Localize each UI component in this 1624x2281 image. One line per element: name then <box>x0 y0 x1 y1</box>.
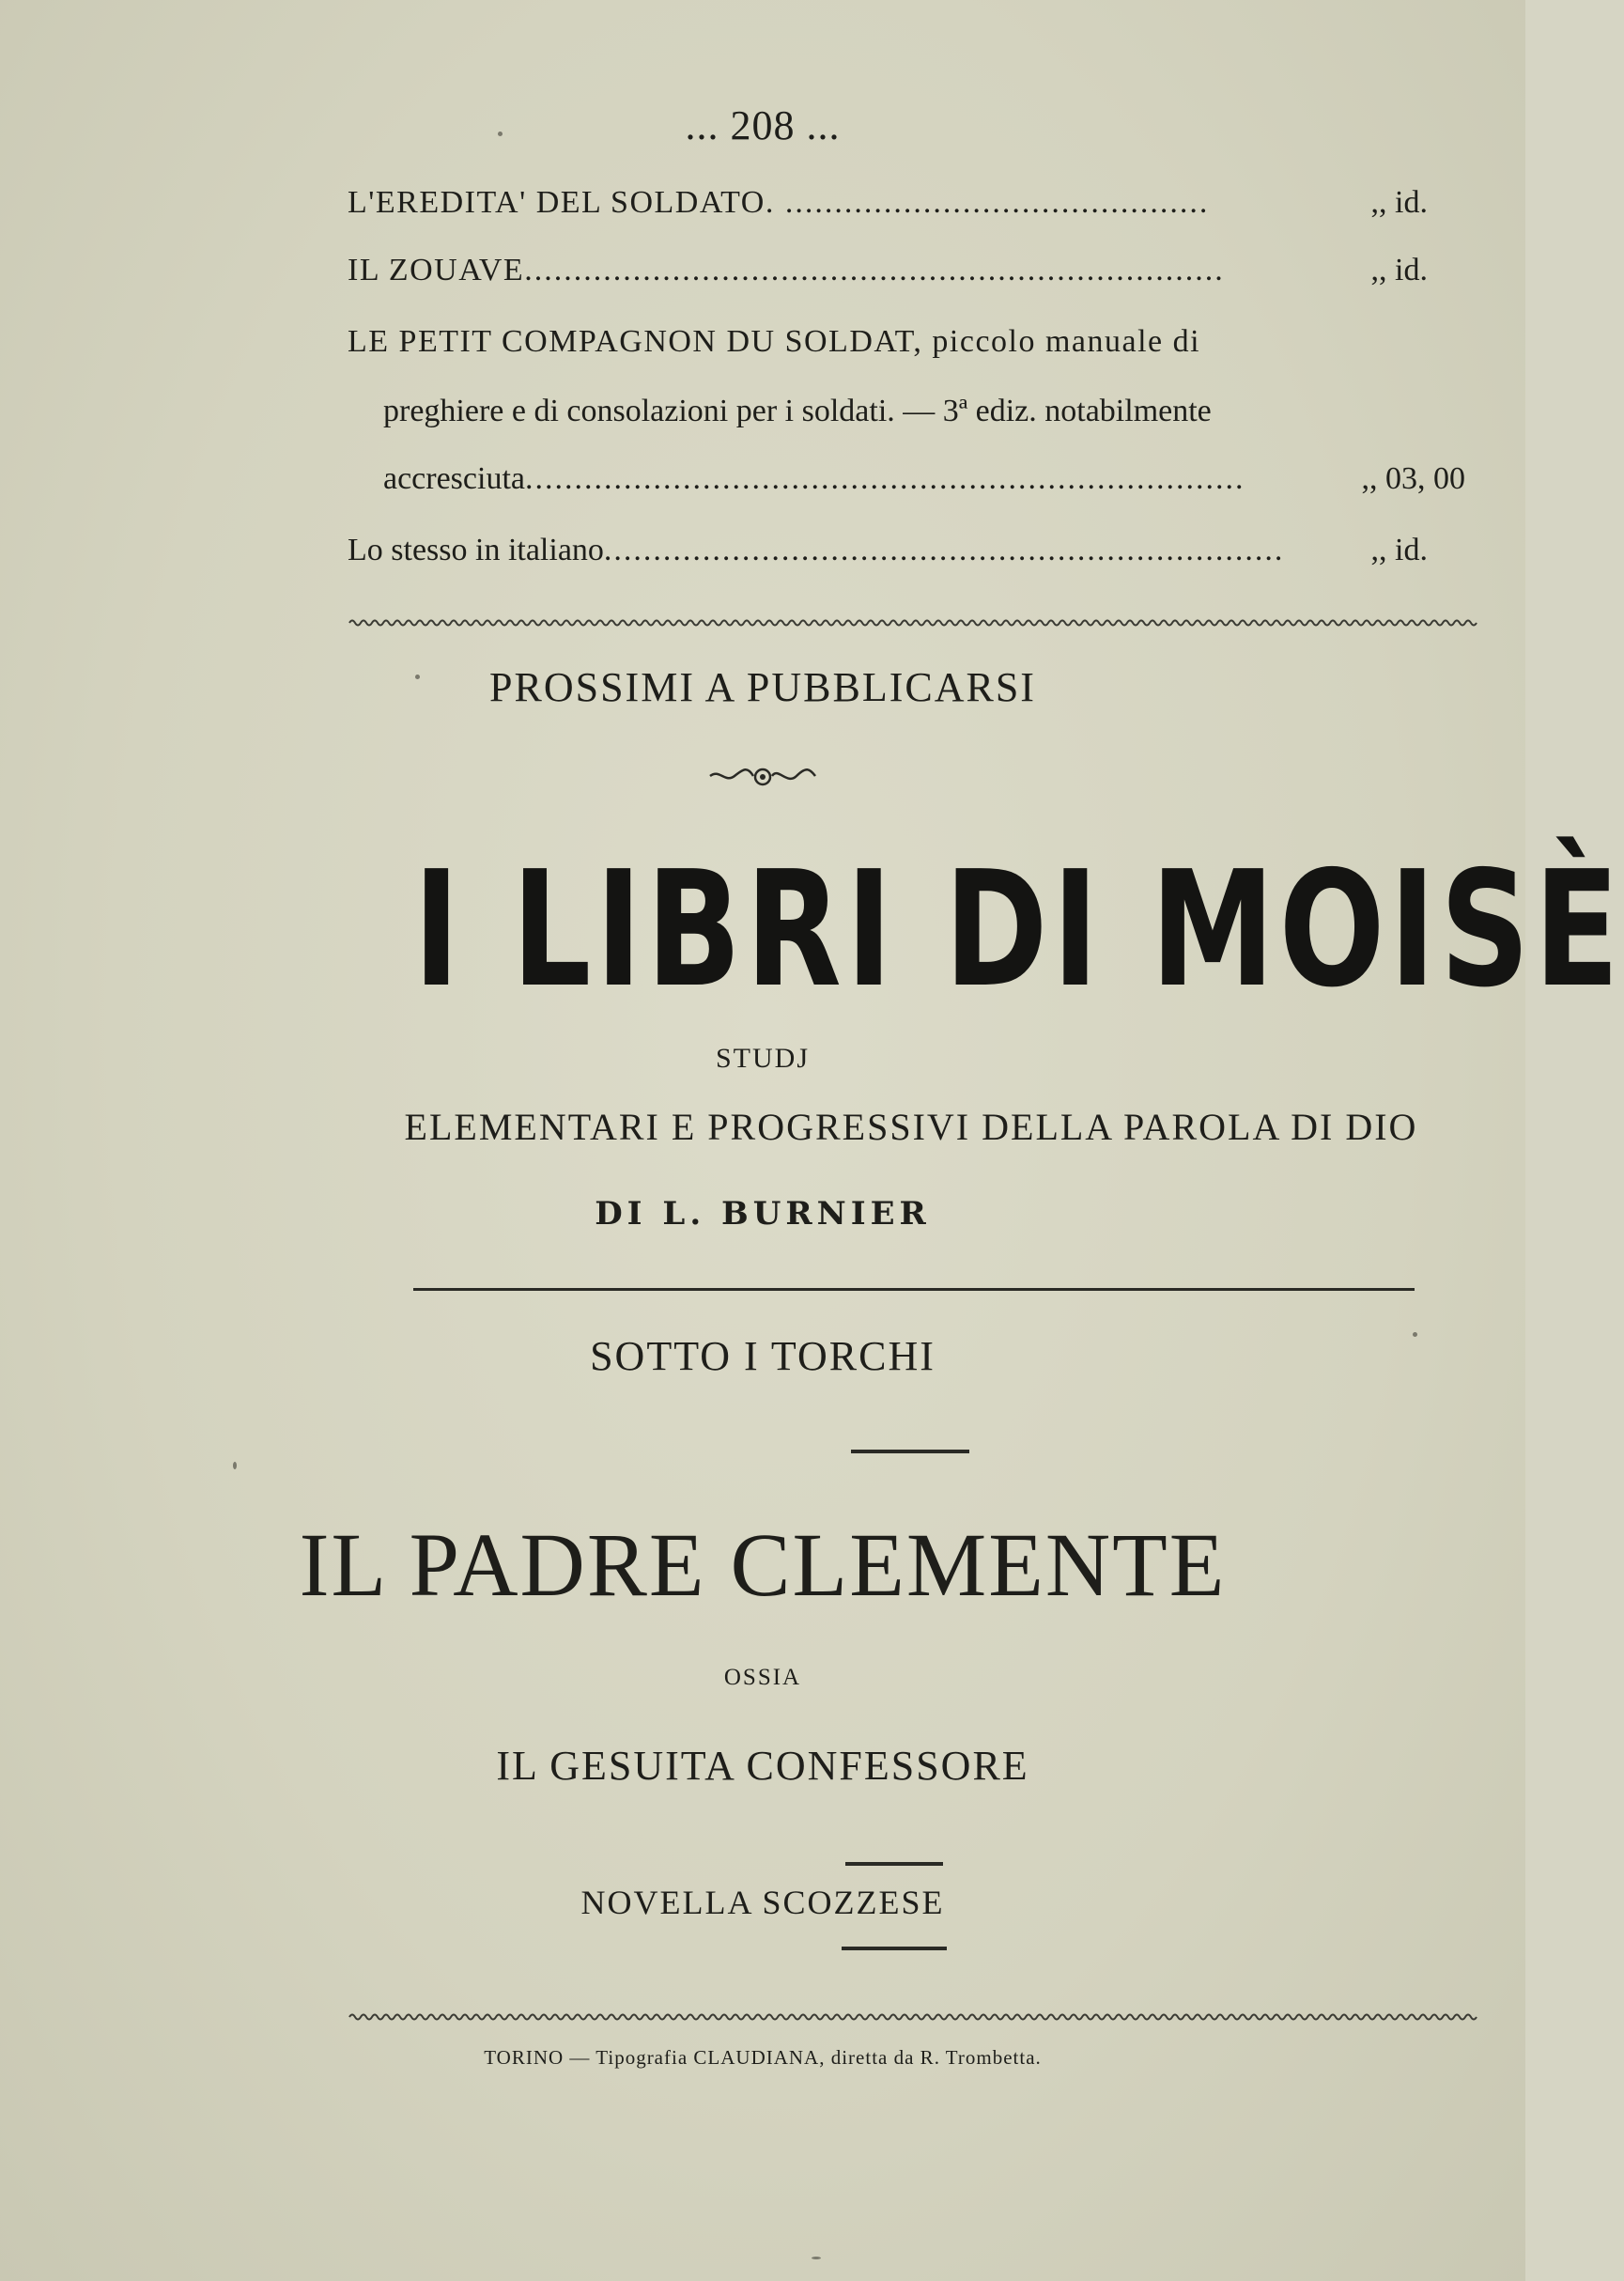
dot-leader: ......................................................................... <box>525 461 1245 496</box>
catalog-entry-continuation <box>383 460 1465 498</box>
paper-speck <box>1413 1332 1417 1337</box>
entry-title: Lo stesso in italiano <box>348 533 604 567</box>
upcoming-subtitle: STUDJ <box>715 1043 810 1074</box>
in-press-heading: SOTTO I TORCHI <box>590 1333 936 1379</box>
short-rule <box>845 1862 943 1866</box>
catalog-entry <box>348 184 1428 222</box>
entry-price: ,, id. <box>1370 533 1428 567</box>
paper-speck <box>498 132 503 136</box>
printer-imprint: TORINO — Tipografia CLAUDIANA, diretta da R. Trombetta. <box>484 2046 1042 2069</box>
paper-speck <box>812 2257 821 2259</box>
dot-leader: . ........................................... <box>765 185 1210 220</box>
catalog-entry <box>348 532 1428 569</box>
paper-speck <box>415 675 420 679</box>
entry-price: ,, id. <box>1370 253 1428 287</box>
entry-title: LE PETIT COMPAGNON DU SOLDAT, piccolo manuale di <box>348 324 1201 359</box>
wavy-divider <box>349 2010 1467 2024</box>
ornament-icon <box>706 763 819 791</box>
entry-title: IL ZOUAVE <box>348 253 525 287</box>
entry-title: L'EREDITA' DEL SOLDATO <box>348 185 766 220</box>
upcoming-heading: PROSSIMI A PUBBLICARSI <box>489 664 1036 710</box>
dot-leader: ..................................................................... <box>603 533 1285 567</box>
short-rule <box>842 1947 947 1950</box>
short-rule <box>851 1450 969 1453</box>
upcoming-author: DI L. BURNIER <box>595 1195 931 1233</box>
paper-speck <box>233 1462 237 1469</box>
in-press-genre: NOVELLA SCOZZESE <box>580 1884 945 1921</box>
catalog-entry <box>348 252 1428 289</box>
page-number: ... 208 ... <box>685 102 841 148</box>
in-press-connector: OSSIA <box>723 1665 802 1690</box>
entry-description: accresciuta <box>383 461 525 496</box>
catalog-entry-continuation <box>383 393 1428 430</box>
entry-price: ,, 03, 00 <box>1361 461 1465 496</box>
section-rule <box>413 1288 1415 1291</box>
wavy-divider <box>349 616 1467 629</box>
upcoming-subtitle-full: ELEMENTARI E PROGRESSIVI DELLA PAROLA DI DIO <box>404 1106 1418 1148</box>
entry-price: ,, id. <box>1370 185 1428 220</box>
entry-description: preghiere e di consolazioni per i soldati. — 3ª ediz. notabilmente <box>383 394 1212 428</box>
upcoming-title <box>413 837 1624 1023</box>
dot-leader: ....................................................................... <box>524 253 1225 287</box>
in-press-subtitle: IL GESUITA CONFESSORE <box>496 1743 1029 1789</box>
catalog-entry-multiline <box>348 323 1428 361</box>
upcoming-title-text: I LIBRI DI MOISÈ <box>413 837 1624 1023</box>
in-press-title: IL PADRE CLEMENTE <box>299 1514 1227 1615</box>
